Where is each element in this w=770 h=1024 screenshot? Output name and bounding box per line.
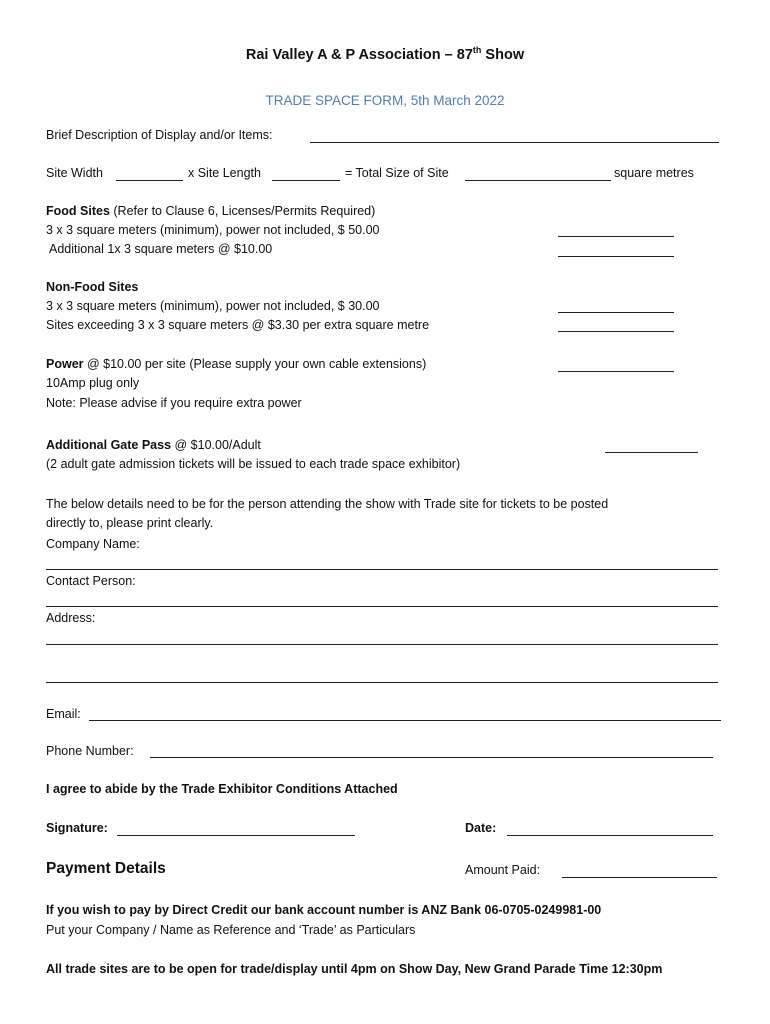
- total-size-unit: square metres: [614, 166, 694, 180]
- nonfood-sites-line-2: Sites exceeding 3 x 3 square meters @ $3.30 per extra square metre: [46, 318, 430, 332]
- signature-label: Signature:: [46, 821, 108, 835]
- company-name-field[interactable]: [46, 569, 718, 570]
- nonfood-sites-line-1: 3 x 3 square meters (minimum), power not included, $ 30.00: [46, 299, 380, 313]
- site-length-field[interactable]: [272, 180, 340, 181]
- bank-account-note: If you wish to pay by Direct Credit our bank account number is ANZ Bank 06-0705-0249981-00: [46, 903, 602, 917]
- contact-person-field[interactable]: [46, 606, 718, 607]
- phone-number-label: Phone Number:: [46, 744, 134, 758]
- amount-paid-label: Amount Paid:: [465, 863, 541, 877]
- email-label: Email:: [46, 707, 81, 721]
- food-sites-amount-field[interactable]: [558, 236, 674, 237]
- address-field-line-2[interactable]: [46, 682, 718, 683]
- details-intro-line-1: The below details need to be for the person attending the show with Trade site for tickets to be posted: [46, 497, 609, 511]
- form-subtitle: TRADE SPACE FORM, 5th March 2022: [265, 93, 505, 108]
- description-field[interactable]: [310, 142, 719, 143]
- food-sites-heading: Food Sites (Refer to Clause 6, Licenses/Permits Required): [46, 204, 376, 218]
- power-line-2: Note: Please advise if you require extra power: [46, 396, 302, 410]
- address-label: Address:: [46, 611, 96, 625]
- total-size-label: = Total Size of Site: [345, 166, 449, 180]
- description-label: Brief Description of Display and/or Items:: [46, 128, 273, 142]
- signature-field[interactable]: [117, 835, 355, 836]
- food-sites-line-1: 3 x 3 square meters (minimum), power not included, $ 50.00: [46, 223, 380, 237]
- power-heading: Power @ $10.00 per site (Please supply your own cable extensions): [46, 357, 427, 371]
- details-intro-line-2: directly to, please print clearly.: [46, 516, 214, 530]
- site-width-label: Site Width: [46, 166, 103, 180]
- company-name-label: Company Name:: [46, 537, 140, 551]
- gate-pass-note: (2 adult gate admission tickets will be issued to each trade space exhibitor): [46, 457, 461, 471]
- food-sites-line-2: Additional 1x 3 square meters @ $10.00: [49, 242, 273, 256]
- address-field-line-1[interactable]: [46, 644, 718, 645]
- gate-pass-amount-field[interactable]: [605, 452, 698, 453]
- page-title: Rai Valley A & P Association – 87th Show: [245, 45, 525, 63]
- contact-person-label: Contact Person:: [46, 574, 136, 588]
- site-width-field[interactable]: [116, 180, 183, 181]
- payment-reference-note: Put your Company / Name as Reference and ‘Trade’ as Particulars: [46, 923, 416, 937]
- site-length-label: x Site Length: [188, 166, 261, 180]
- nonfood-extra-amount-field[interactable]: [558, 331, 674, 332]
- gate-pass-heading: Additional Gate Pass @ $10.00/Adult: [46, 438, 261, 452]
- phone-number-field[interactable]: [150, 757, 713, 758]
- nonfood-sites-heading: Non-Food Sites: [46, 280, 139, 294]
- food-extra-amount-field[interactable]: [558, 256, 674, 257]
- power-line-1: 10Amp plug only: [46, 376, 140, 390]
- amount-paid-field[interactable]: [562, 877, 717, 878]
- date-field[interactable]: [507, 835, 713, 836]
- email-field[interactable]: [89, 720, 721, 721]
- total-size-field[interactable]: [465, 180, 611, 181]
- payment-details-heading: Payment Details: [46, 860, 166, 877]
- trading-hours-note: All trade sites are to be open for trade/display until 4pm on Show Day, New Grand Parade Time 12:30pm: [46, 962, 663, 976]
- agreement-statement: I agree to abide by the Trade Exhibitor Conditions Attached: [46, 782, 398, 796]
- date-label: Date:: [465, 821, 497, 835]
- power-amount-field[interactable]: [558, 371, 674, 372]
- nonfood-sites-amount-field[interactable]: [558, 312, 674, 313]
